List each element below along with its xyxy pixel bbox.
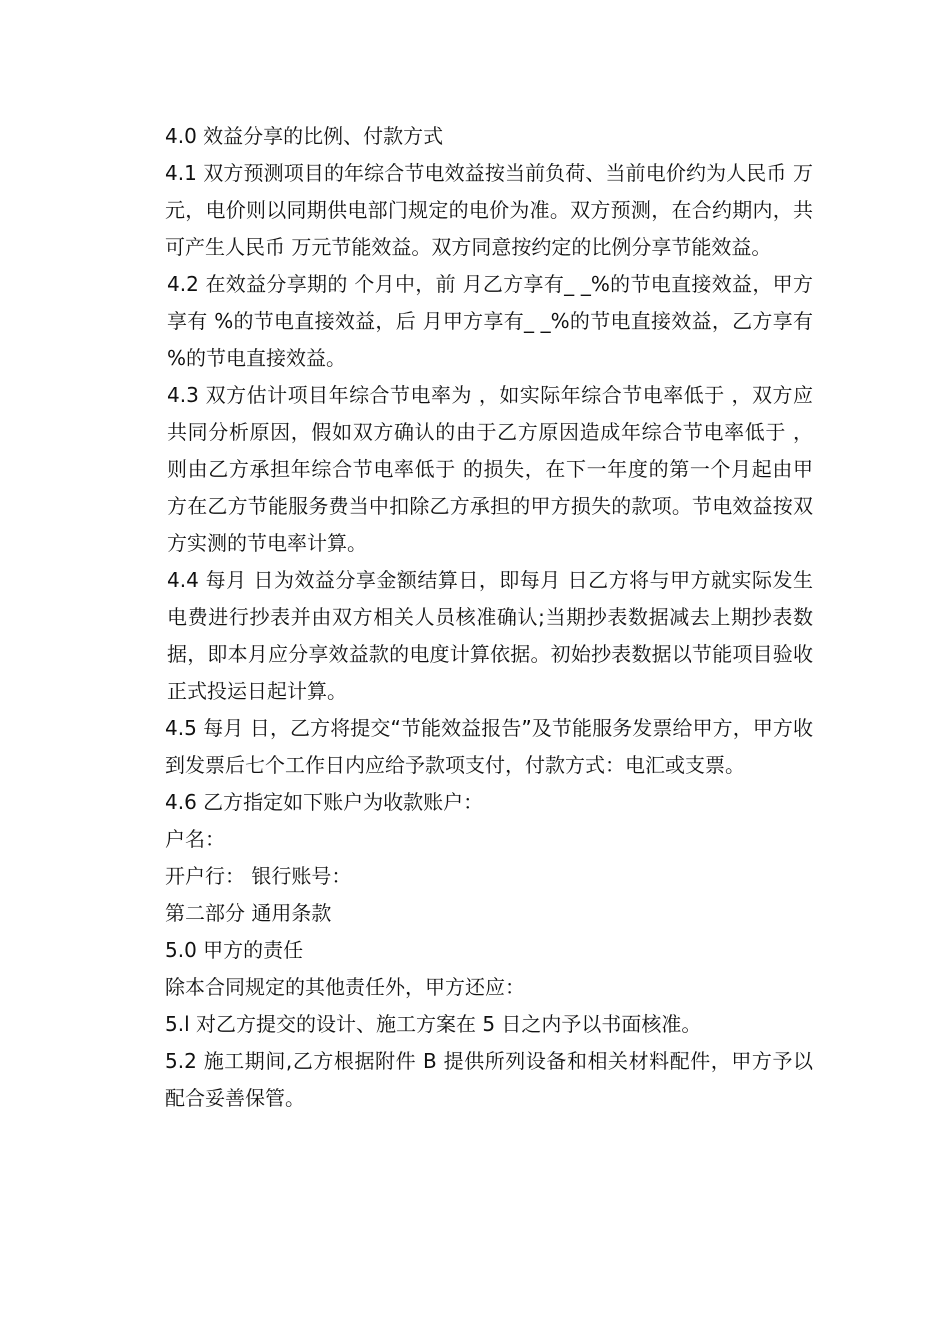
clause-4-3: 4.3 双方估计项目年综合节电率为 ，如实际年综合节电率低于 ，双方应共同分析原因，假如双方确认的由于乙方原因造成年综合节电率低于 ，则由乙方承担年综合节电率低于 的损失，在下一年度的第一个月起由甲方在乙方节能服务费当中扣除乙方承担的甲方损失的款项。节电效益按双方实测的节电率计算。	[167, 383, 813, 555]
clause-4-1: 4.1 双方预测项目的年综合节电效益按当前负荷、当前电价约为人民币 万元，电价则以同期供电部门规定的电价为准。双方预测，在合约期内，共可产生人民币 万元节能效益。双方同意按约定的比例分享节能效益。	[165, 161, 813, 259]
clause-4-6: 4.6 乙方指定如下账户为收款账户：	[165, 790, 484, 814]
party-a-intro: 除本合同规定的其他责任外，甲方还应：	[165, 975, 525, 999]
clause-5-1: 5.l 对乙方提交的设计、施工方案在 5 日之内予以书面核准。	[165, 1012, 702, 1036]
section-5-0-heading: 5.0 甲方的责任	[165, 938, 304, 962]
clause-5-2: 5.2 施工期间,乙方根据附件 B 提供所列设备和相关材料配件，甲方予以配合妥善保管。	[165, 1049, 813, 1110]
section-4-0-heading: 4.0 效益分享的比例、付款方式	[165, 124, 444, 148]
clause-4-2: 4.2 在效益分享期的 个月中，前 月乙方享有_ _%的节电直接效益，甲方享有 %的节电直接效益，后 月甲方享有_ _%的节电直接效益，乙方享有 %的节电直接效益。	[167, 272, 813, 370]
document-body	[145, 118, 813, 1117]
bank-account-line: 开户行： 银行账号：	[165, 864, 352, 888]
part-two-heading: 第二部分 通用条款	[165, 901, 332, 925]
account-name-line: 户名：	[165, 827, 225, 851]
clause-4-5: 4.5 每月 日，乙方将提交“节能效益报告”及节能服务发票给甲方，甲方收到发票后七个工作日内应给予款项支付，付款方式：电汇或支票。	[165, 716, 813, 777]
clause-4-4: 4.4 每月 日为效益分享金额结算日，即每月 日乙方将与甲方就实际发生电费进行抄表并由双方相关人员核准确认;当期抄表数据减去上期抄表数据，即本月应分享效益款的电度计算依据。初始抄表数据以节能项目验收正式投运日起计算。	[167, 568, 813, 703]
